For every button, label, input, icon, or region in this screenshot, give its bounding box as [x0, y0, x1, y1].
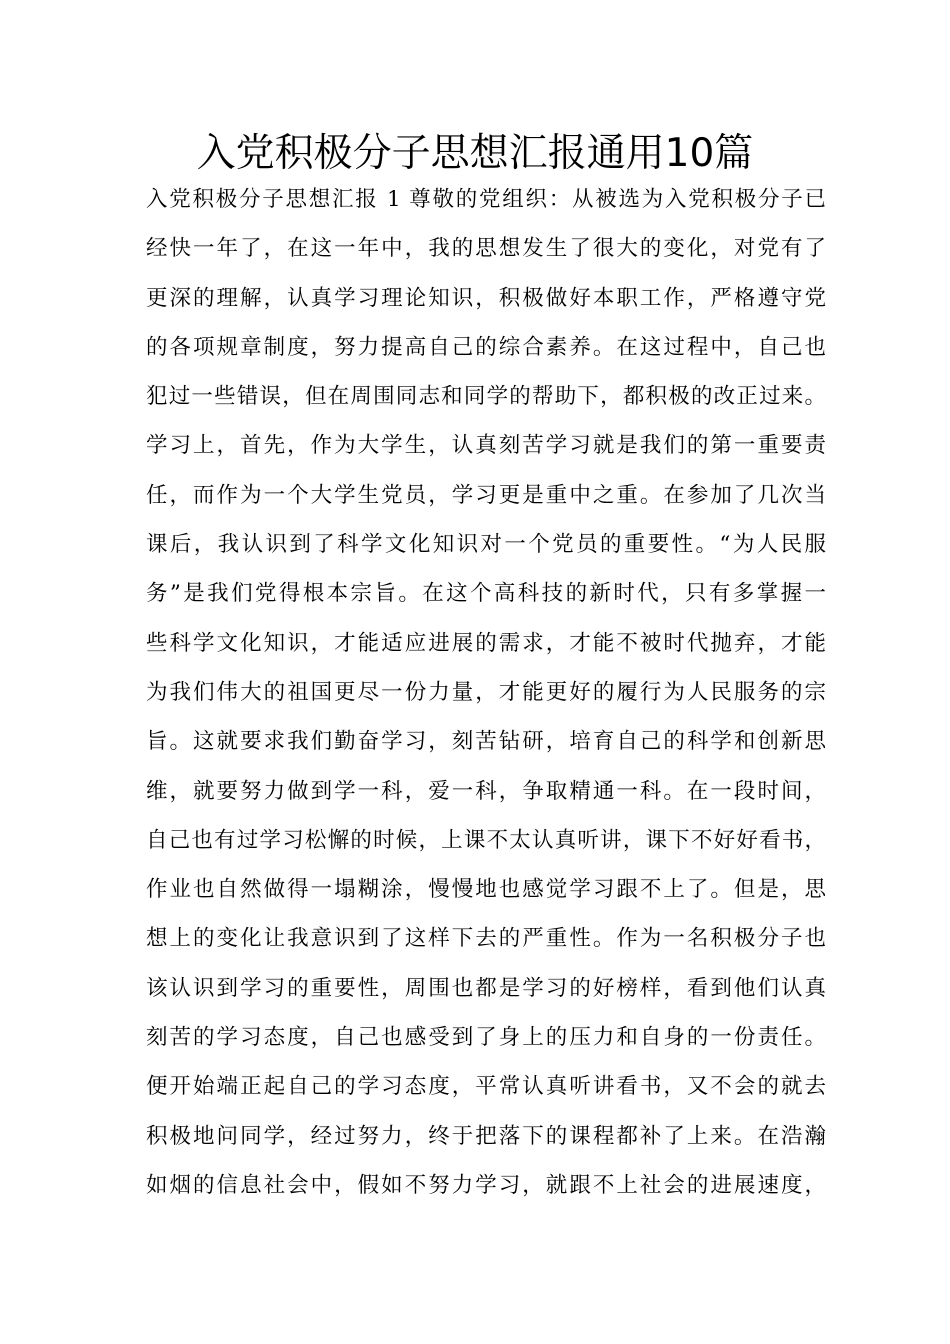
body-line: 学习上，首先，作为大学生，认真刻苦学习就是我们的第一重要责: [146, 433, 826, 459]
body-line: 务”是我们党得根本宗旨。在这个高科技的新时代，只有多掌握一: [146, 581, 826, 607]
body-line: 的各项规章制度，努力提高自己的综合素养。在这过程中，自己也: [146, 334, 826, 360]
document-title: 入党积极分子思想汇报通用10篇: [196, 131, 754, 176]
body-line: 些科学文化知识，才能适应进展的需求，才能不被时代抛弃，才能: [146, 630, 826, 656]
body-line: 为我们伟大的祖国更尽一份力量，才能更好的履行为人民服务的宗: [146, 679, 826, 705]
body-line: 作业也自然做得一塌糊涂，慢慢地也感觉学习跟不上了。但是，思: [146, 877, 826, 903]
body-line: 犯过一些错误，但在周围同志和同学的帮助下，都积极的改正过来。: [146, 384, 826, 410]
body-line: 想上的变化让我意识到了这样下去的严重性。作为一名积极分子也: [146, 926, 826, 952]
body-line: 便开始端正起自己的学习态度，平常认真听讲看书，又不会的就去: [146, 1074, 826, 1100]
body-line: 任，而作为一个大学生党员，学习更是重中之重。在参加了几次当: [146, 482, 826, 508]
body-line: 积极地问同学，经过努力，终于把落下的课程都补了上来。在浩瀚: [146, 1123, 826, 1149]
body-line: 旨。这就要求我们勤奋学习，刻苦钻研，培育自己的科学和创新思: [146, 729, 826, 755]
body-line: 更深的理解，认真学习理论知识，积极做好本职工作，严格遵守党: [146, 285, 826, 311]
body-line: 入党积极分子思想汇报 1 尊敬的党组织：从被选为入党积极分子已: [146, 187, 826, 212]
body-line: 维，就要努力做到学一科，爱一科，争取精通一科。在一段时间，: [146, 778, 826, 804]
body-line: 如烟的信息社会中，假如不努力学习，就跟不上社会的进展速度，: [146, 1172, 826, 1198]
document-body: [146, 182, 826, 1217]
body-line: 课后，我认识到了科学文化知识对一个党员的重要性。“为人民服: [146, 532, 826, 558]
body-line: 该认识到学习的重要性，周围也都是学习的好榜样，看到他们认真: [146, 975, 826, 1001]
body-line: 经快一年了，在这一年中，我的思想发生了很大的变化，对党有了: [146, 236, 826, 262]
body-line: 刻苦的学习态度，自己也感受到了身上的压力和自身的一份责任。: [146, 1025, 826, 1051]
body-line: 自己也有过学习松懈的时候，上课不太认真听讲，课下不好好看书，: [146, 827, 826, 853]
